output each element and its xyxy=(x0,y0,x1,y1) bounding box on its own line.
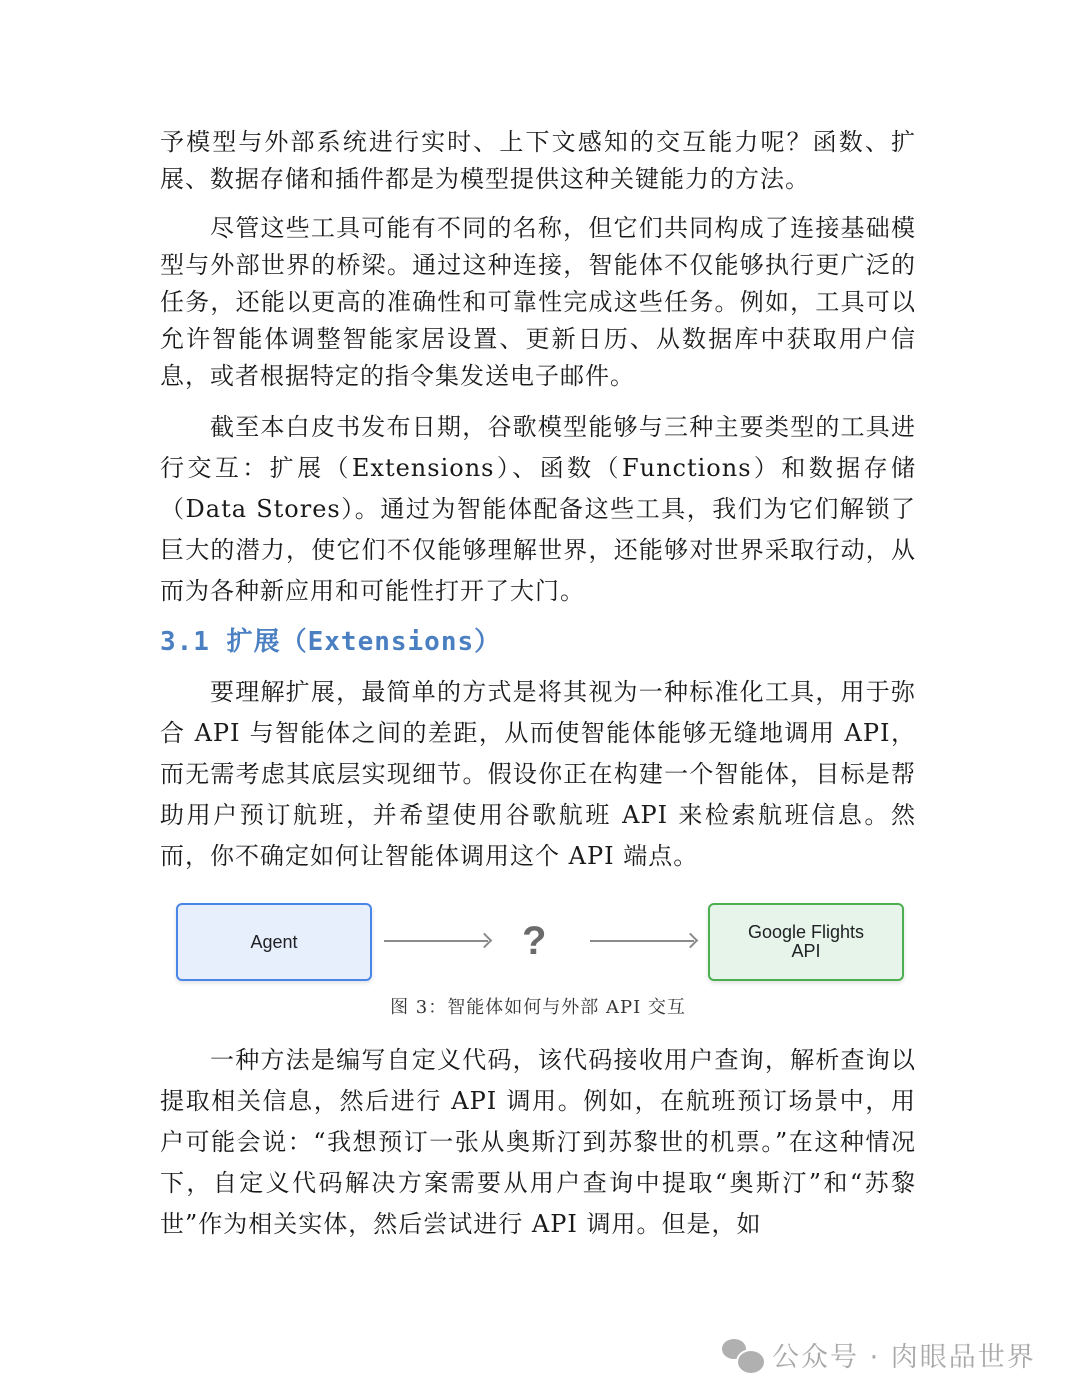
api-label xyxy=(748,923,864,961)
paragraph-tools-bridge: 尽管这些工具可能有不同的名称，但它们共同构成了连接基础模型与外部世界的桥梁。通过这种连接，智能体不仅能够执行更广泛的任务，还能以更高的准确性和可靠性完成这些任务。例如，工具可以允许智能体调整智能家居设置、更新日历、从数据库中获取用户信息，或者根据特定的指令集发送电子邮件。 xyxy=(160,214,916,390)
document-page xyxy=(160,124,916,877)
watermark xyxy=(722,1335,1036,1374)
document-page-lower xyxy=(160,1040,916,1245)
agent-box xyxy=(176,903,372,981)
arrow-right-icon xyxy=(590,940,694,942)
paragraph-extensions-intro: 要理解扩展，最简单的方式是将其视为一种标准化工具，用于弥合 API 与智能体之间的差距，从而使智能体能够无缝地调用 API，而无需考虑其底层实现细节。假设你正在构建一个智能体，目标是帮助用户预订航班，并希望使用谷歌航班 API 来检索航班信息。然而，你不确定如何让智能体调用这个 API 端点。 xyxy=(160,678,916,870)
paragraph-intro-continued: 予模型与外部系统进行实时、上下文感知的交互能力呢？函数、扩展、数据存储和插件都是为模型提供这种关键能力的方法。 xyxy=(160,128,916,193)
figure-agent-api-interaction xyxy=(176,903,904,981)
paragraph-tool-types: 截至本白皮书发布日期，谷歌模型能够与三种主要类型的工具进行交互：扩展（Extensions）、函数（Functions）和数据存储（Data Stores）。通过为智能体配备这些工具，我们为它们解锁了巨大的潜力，使它们不仅能够理解世界，还能够对世界采取行动，从而为各种新应用和可能性打开了大门。 xyxy=(160,413,916,605)
api-label-line2: API xyxy=(791,941,821,961)
question-mark-icon: ? xyxy=(522,919,547,963)
section-heading-extensions: 3.1 扩展（Extensions） xyxy=(160,627,502,657)
watermark-text: 公众号 · 肉眼品世界 xyxy=(772,1342,1036,1373)
paragraph-custom-code: 一种方法是编写自定义代码，该代码接收用户查询，解析查询以提取相关信息，然后进行 API 调用。例如，在航班预订场景中，用户可能会说：“我想预订一张从奥斯汀到苏黎世的机票。”在这种情况下，自定义代码解决方案需要从用户查询中提取“奥斯汀”和“苏黎世”作为相关实体，然后尝试进行 API 调用。但是，如 xyxy=(160,1046,916,1238)
api-label-line1: Google Flights xyxy=(747,922,865,942)
arrow-right-icon xyxy=(384,940,488,942)
google-flights-api-box xyxy=(708,903,904,981)
wechat-icon xyxy=(722,1337,764,1373)
figure-caption: 图 3：智能体如何与外部 API 交互 xyxy=(390,997,686,1018)
agent-label: Agent xyxy=(250,931,298,952)
